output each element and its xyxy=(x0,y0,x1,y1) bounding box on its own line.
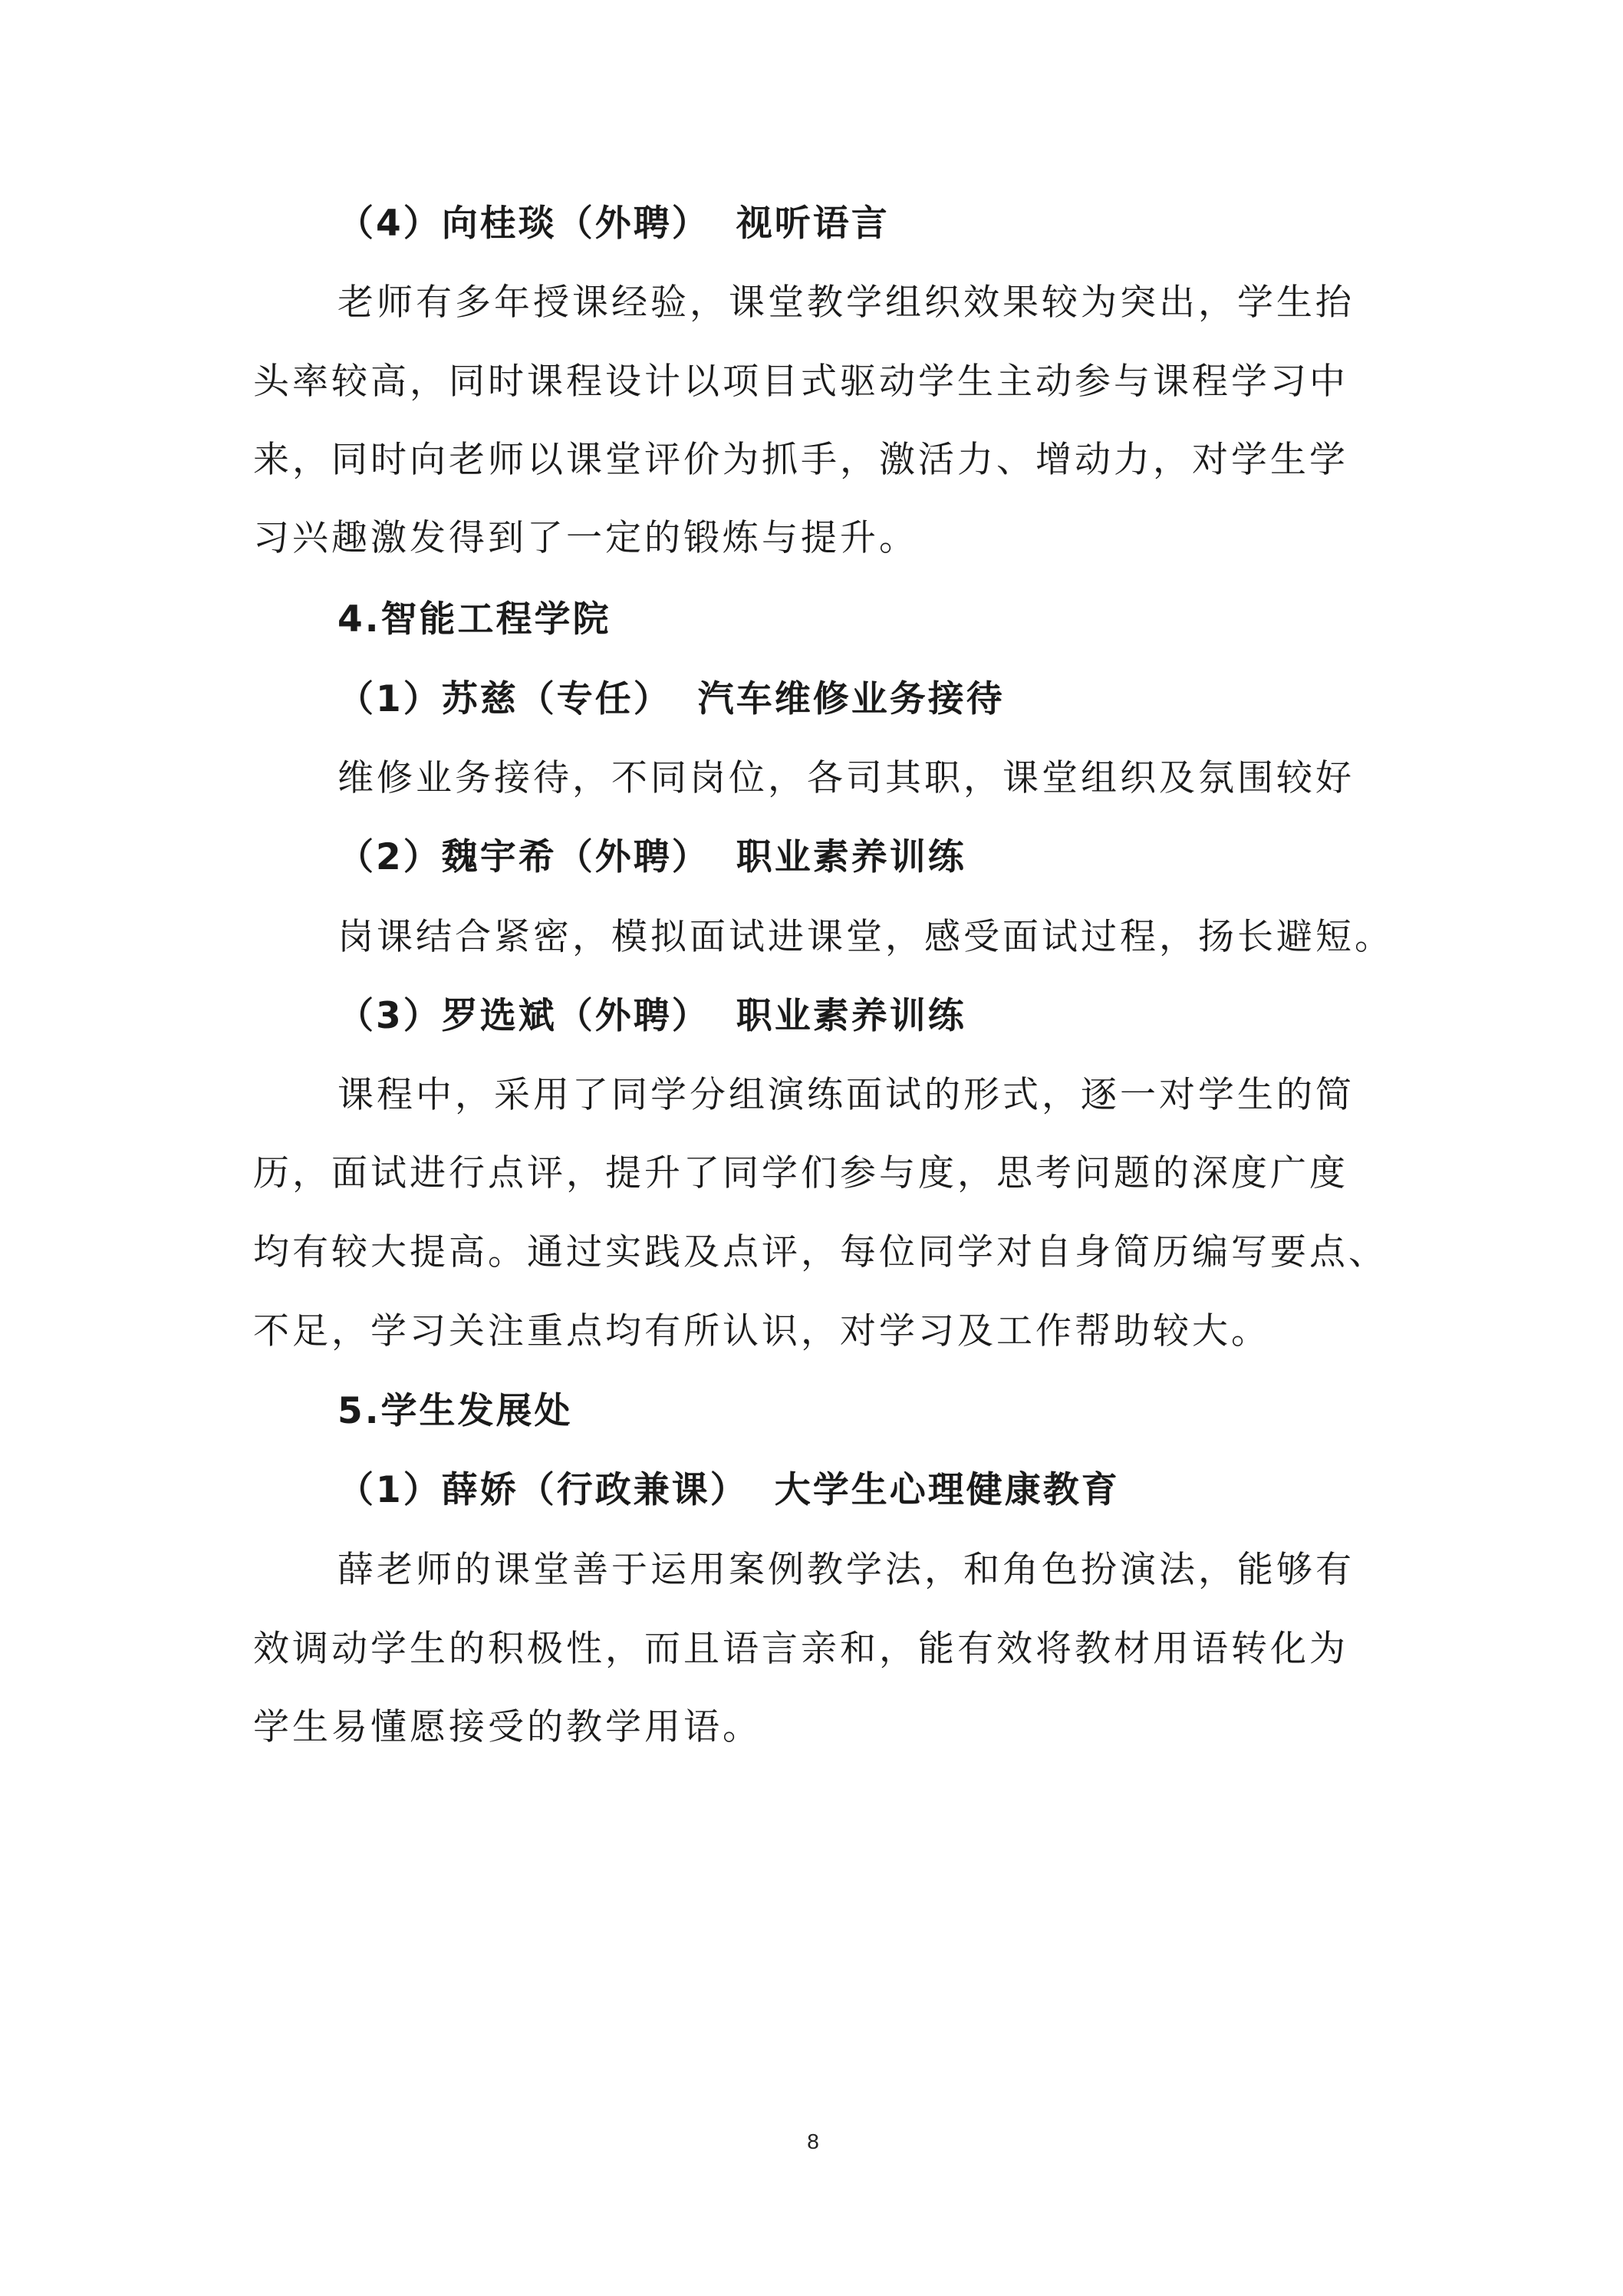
paragraph-line: 历，面试进行点评，提升了同学们参与度，思考问题的深度广度 xyxy=(253,1152,1348,1194)
paragraph-line: 不足，学习关注重点均有所认识，对学习及工作帮助较大。 xyxy=(253,1310,1270,1352)
paragraph-line: 岗课结合紧密，模拟面试进课堂，感受面试过程，扬长避短。 xyxy=(337,916,1394,958)
paragraph-line: 维修业务接待，不同岗位，各司其职，课堂组织及氛围较好 xyxy=(337,757,1355,799)
course-name: 职业素养训练 xyxy=(736,995,966,1037)
paragraph-line: 习兴趣激发得到了一定的锻炼与提升。 xyxy=(253,517,918,559)
paragraph-line: 头率较高，同时课程设计以项目式驱动学生主动参与课程学习中 xyxy=(253,361,1348,403)
paragraph-line: 学生易懂愿接受的教学用语。 xyxy=(253,1706,762,1748)
teacher-name: （1）苏慈（专任） xyxy=(337,678,672,720)
teacher-name: （3）罗选斌（外聘） xyxy=(337,995,710,1037)
teacher-heading-su xyxy=(337,677,1005,723)
page-number: 8 xyxy=(807,2130,819,2153)
course-name: 大学生心理健康教育 xyxy=(774,1469,1120,1511)
teacher-name: （1）薛娇（行政兼课） xyxy=(337,1469,749,1511)
teacher-name: （2）魏宇希（外聘） xyxy=(337,836,710,878)
paragraph-line: 薛老师的课堂善于运用案例教学法，和角色扮演法，能够有 xyxy=(337,1549,1355,1591)
paragraph-line: 效调动学生的积极性，而且语言亲和，能有效将教材用语转化为 xyxy=(253,1628,1348,1670)
teacher-heading-xue xyxy=(337,1468,1120,1514)
section-heading-5: 5.学生发展处 xyxy=(337,1390,573,1432)
paragraph-line: 老师有多年授课经验，课堂教学组织效果较为突出，学生抬 xyxy=(337,282,1355,324)
paragraph-line: 课程中，采用了同学分组演练面试的形式，逐一对学生的简 xyxy=(337,1074,1355,1116)
course-name: 汽车维修业务接待 xyxy=(697,678,1005,720)
paragraph-line: 均有较大提高。通过实践及点评，每位同学对自身简历编写要点、 xyxy=(253,1231,1388,1273)
section-heading-4: 4.智能工程学院 xyxy=(337,598,611,641)
paragraph-line: 来，同时向老师以课堂评价为抓手，激活力、增动力，对学生学 xyxy=(253,439,1348,481)
course-name: 职业素养训练 xyxy=(736,836,966,878)
teacher-heading-luo xyxy=(337,993,966,1039)
teacher-name: （4）向桂琰（外聘） xyxy=(337,203,710,245)
course-name: 视听语言 xyxy=(736,203,890,245)
teacher-heading-xiang xyxy=(337,201,890,247)
teacher-heading-wei xyxy=(337,835,966,881)
